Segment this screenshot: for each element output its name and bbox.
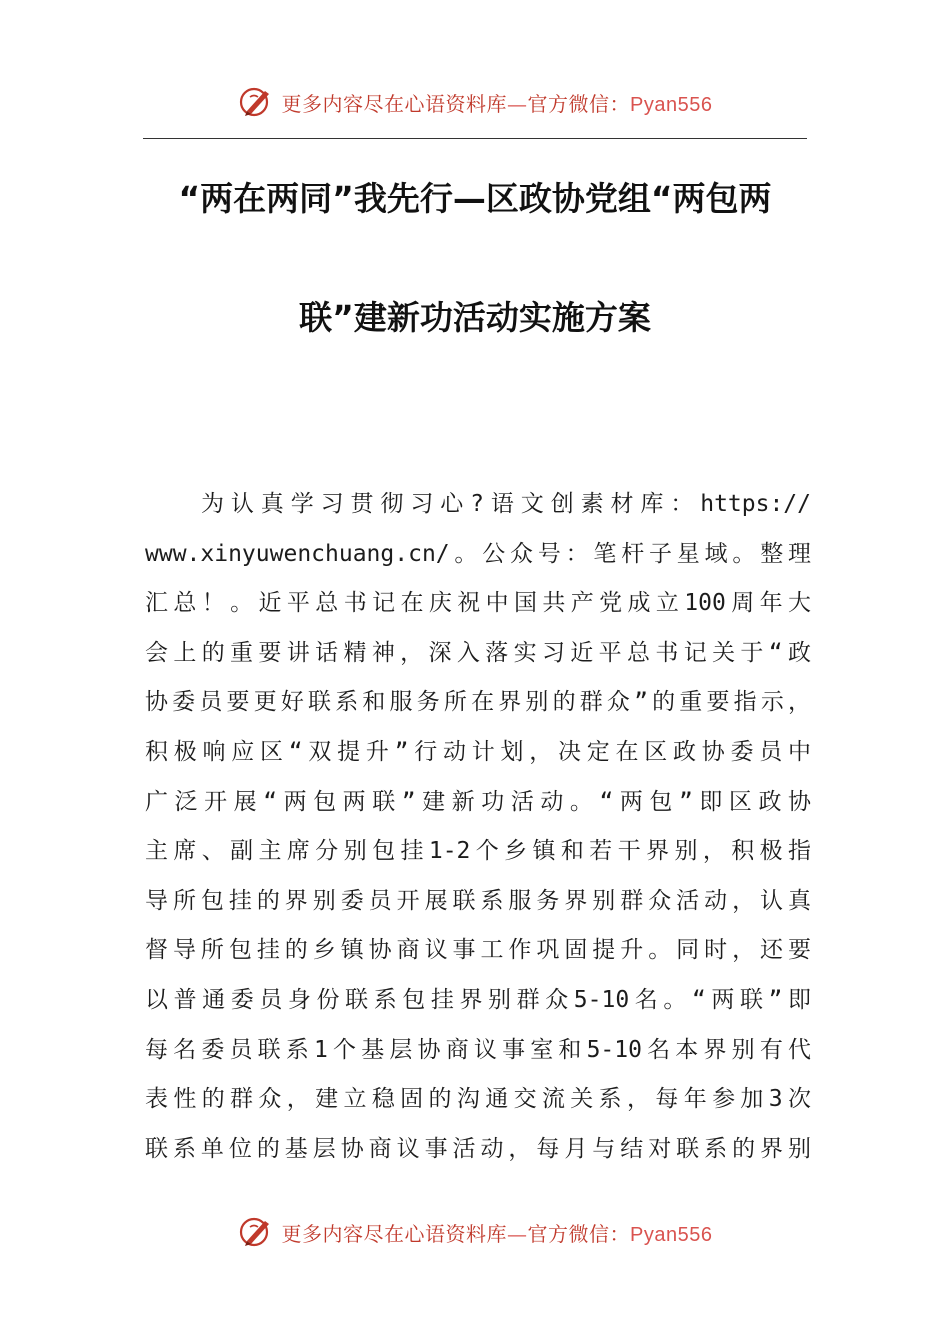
- body-line: 联系单位的基层协商议事活动，每月与结对联系的界别: [145, 1135, 811, 1162]
- footer-banner-text: [282, 1218, 713, 1247]
- footer-banner-contact-id: Pyan556: [630, 1223, 713, 1246]
- body-line: 汇总！。近平总书记在庆祝中国共产党成立100周年大: [145, 590, 811, 617]
- body-line: 积极响应区“双提升”行动计划，决定在区政协委员中: [145, 738, 811, 765]
- body-line: www.xinyuwenchuang.cn/。公众号：笔杆子星域。整理: [145, 540, 811, 567]
- header-banner-title: 更多内容尽在心语资料库: [281, 91, 508, 116]
- body-line: 为认真学习贯彻习心?语文创素材库：https://: [201, 491, 811, 517]
- header-banner-contact-label: 官方微信：: [527, 91, 631, 116]
- header-banner-contact-id: Pyan556: [630, 93, 713, 116]
- document-title-line-1: “两在两同”我先行—区政协党组“两包两: [178, 179, 772, 218]
- footer-banner-title: 更多内容尽在心语资料库: [281, 1221, 508, 1246]
- footer-banner-contact-label: 官方微信：: [527, 1221, 631, 1246]
- header-banner: [0, 80, 950, 124]
- body-line: 协委员要更好联系和服务所在界别的群众”的重要指示，: [145, 689, 811, 716]
- body-line: 以普通委员身份联系包挂界别群众5-10名。“两联”即: [145, 986, 811, 1013]
- body-line: 每名委员联系1个基层协商议事室和5-10名本界别有代: [145, 1036, 811, 1063]
- document-title-line-2: 联”建新功活动实施方案: [299, 298, 651, 337]
- header-banner-text: [282, 88, 713, 117]
- footer-banner: [0, 1210, 950, 1254]
- body-line: 会上的重要讲话精神，深入落实习近平总书记关于“政: [145, 639, 811, 666]
- body-line: 主席、副主席分别包挂1-2个乡镇和若干界别，积极指: [145, 838, 811, 865]
- body-line: 广泛开展“两包两联”建新功活动。“两包”即区政协: [145, 788, 811, 815]
- pen-logo-icon: [238, 1214, 274, 1250]
- body-line: 督导所包挂的乡镇协商议事工作巩固提升。同时，还要: [145, 937, 811, 964]
- footer-banner-separator: —: [507, 1221, 528, 1246]
- document-body: [145, 480, 811, 1174]
- body-line: 表性的群众，建立稳固的沟通交流关系，每年参加3次: [145, 1086, 811, 1113]
- header-divider: [143, 138, 807, 139]
- header-banner-separator: —: [507, 91, 528, 116]
- pen-logo-icon: [238, 84, 274, 120]
- body-line: 导所包挂的界别委员开展联系服务界别群众活动，认真: [145, 887, 811, 914]
